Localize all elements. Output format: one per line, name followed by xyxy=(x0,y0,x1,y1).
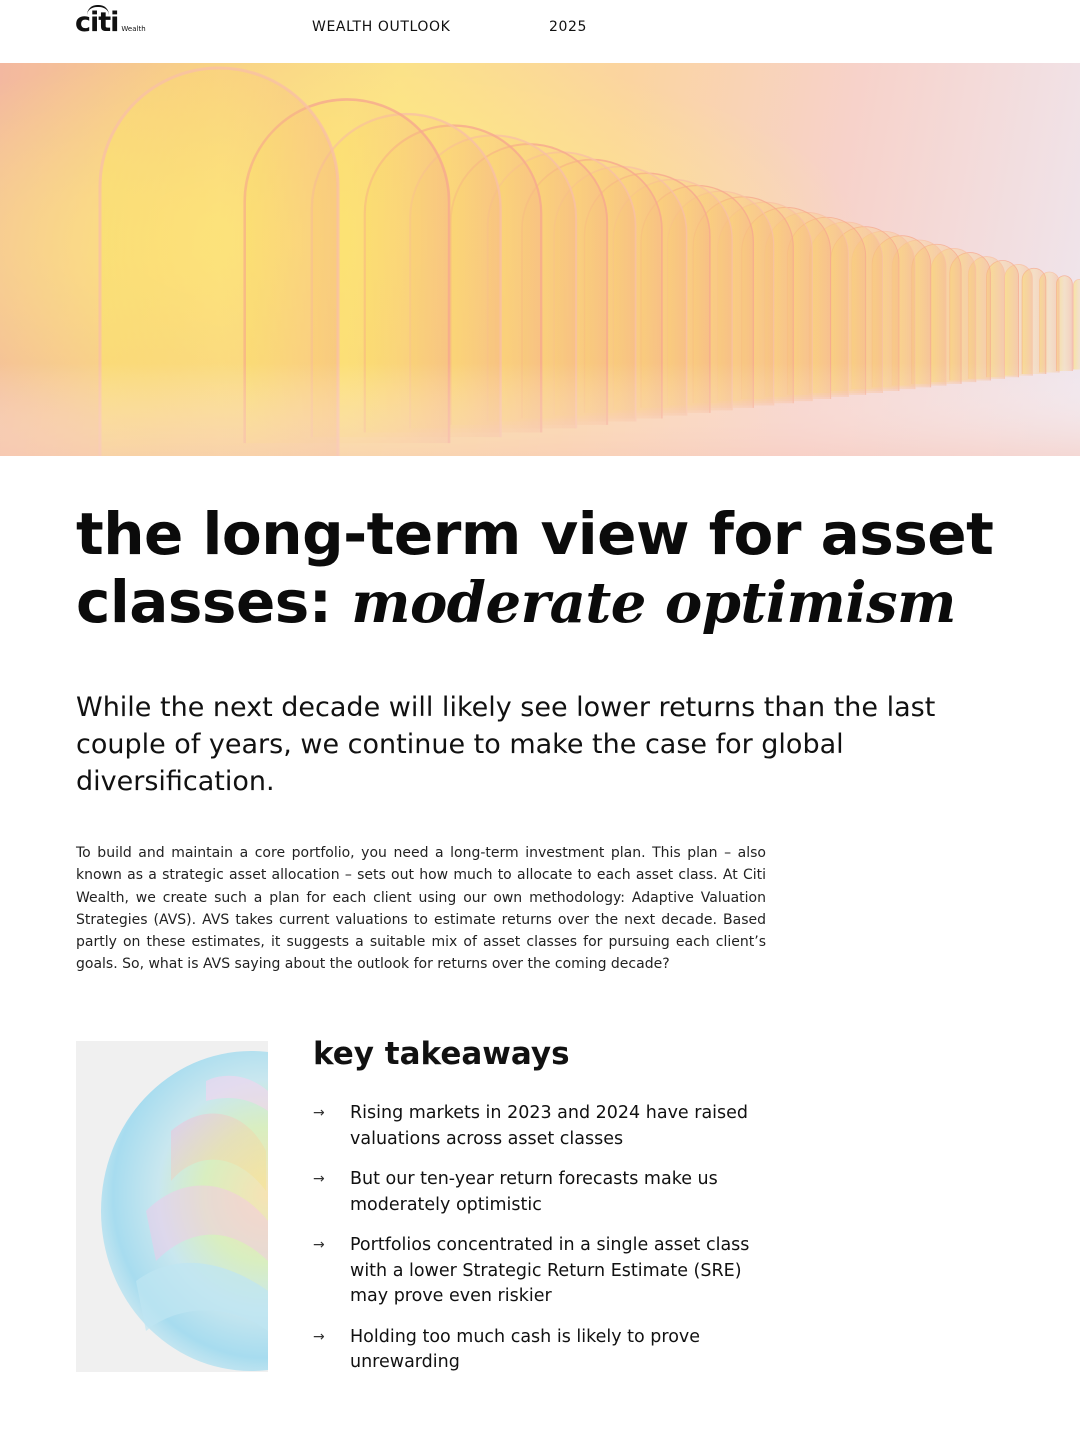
arrow-right-icon: → xyxy=(313,1237,325,1253)
glass-arch xyxy=(1073,279,1080,369)
key-takeaways-list xyxy=(313,1101,773,1391)
body-paragraph: To build and maintain a core portfolio, you need a long-term investment plan. This plan – also known as a strategic asset allocation – sets out how much to allocate to each asset class. At Citi Wealth, we create such a plan for each client using our own methodology: Adaptive Valuation Strategies (AVS). AVS takes current valuations to estimate returns over the next decade. Based partly on these estimates, it suggests a suitable mix of asset classes for pursuing each client’s goals. So, what is AVS saying about the outlook for returns over the coming decade? xyxy=(76,845,766,973)
citi-logo-mark: citi xyxy=(75,7,119,38)
glass-arches-icon xyxy=(0,63,1080,456)
lede-paragraph: While the next decade will likely see lower returns than the last couple of years, we continue to make the case for global diversification. xyxy=(76,692,936,797)
arrow-right-icon: → xyxy=(313,1171,325,1187)
takeaway-text: But our ten-year return forecasts make us moderately optimistic xyxy=(350,1169,718,1215)
list-item xyxy=(313,1325,773,1376)
title-emphasis: moderate optimism xyxy=(351,570,956,636)
page-header xyxy=(0,0,1080,63)
logo-subtitle: Wealth xyxy=(121,25,146,33)
list-item xyxy=(313,1167,773,1218)
arrow-right-icon: → xyxy=(313,1105,325,1121)
citi-wealth-logo[interactable] xyxy=(75,6,146,36)
iridescent-sphere-icon xyxy=(76,1041,268,1372)
list-item xyxy=(313,1101,773,1152)
hero-image xyxy=(0,63,1080,456)
title-main: the long-term view for asset classes: xyxy=(76,500,994,636)
takeaway-text: Holding too much cash is likely to prove unrewarding xyxy=(350,1326,701,1372)
takeaway-text: Rising markets in 2023 and 2024 have raised valuations across asset classes xyxy=(350,1103,749,1149)
nav-year[interactable]: 2025 xyxy=(549,19,588,35)
takeaway-text: Portfolios concentrated in a single asset class with a lower Strategic Return Estimate (SRE) may prove even riskier xyxy=(350,1235,750,1306)
key-takeaways-title: key takeaways xyxy=(313,1036,570,1072)
nav-wealth-outlook[interactable]: WEALTH OUTLOOK xyxy=(312,19,451,35)
iridescent-sphere-image xyxy=(76,1041,268,1372)
list-item xyxy=(313,1233,773,1310)
arrow-right-icon: → xyxy=(313,1328,325,1345)
page-title xyxy=(76,500,1016,637)
